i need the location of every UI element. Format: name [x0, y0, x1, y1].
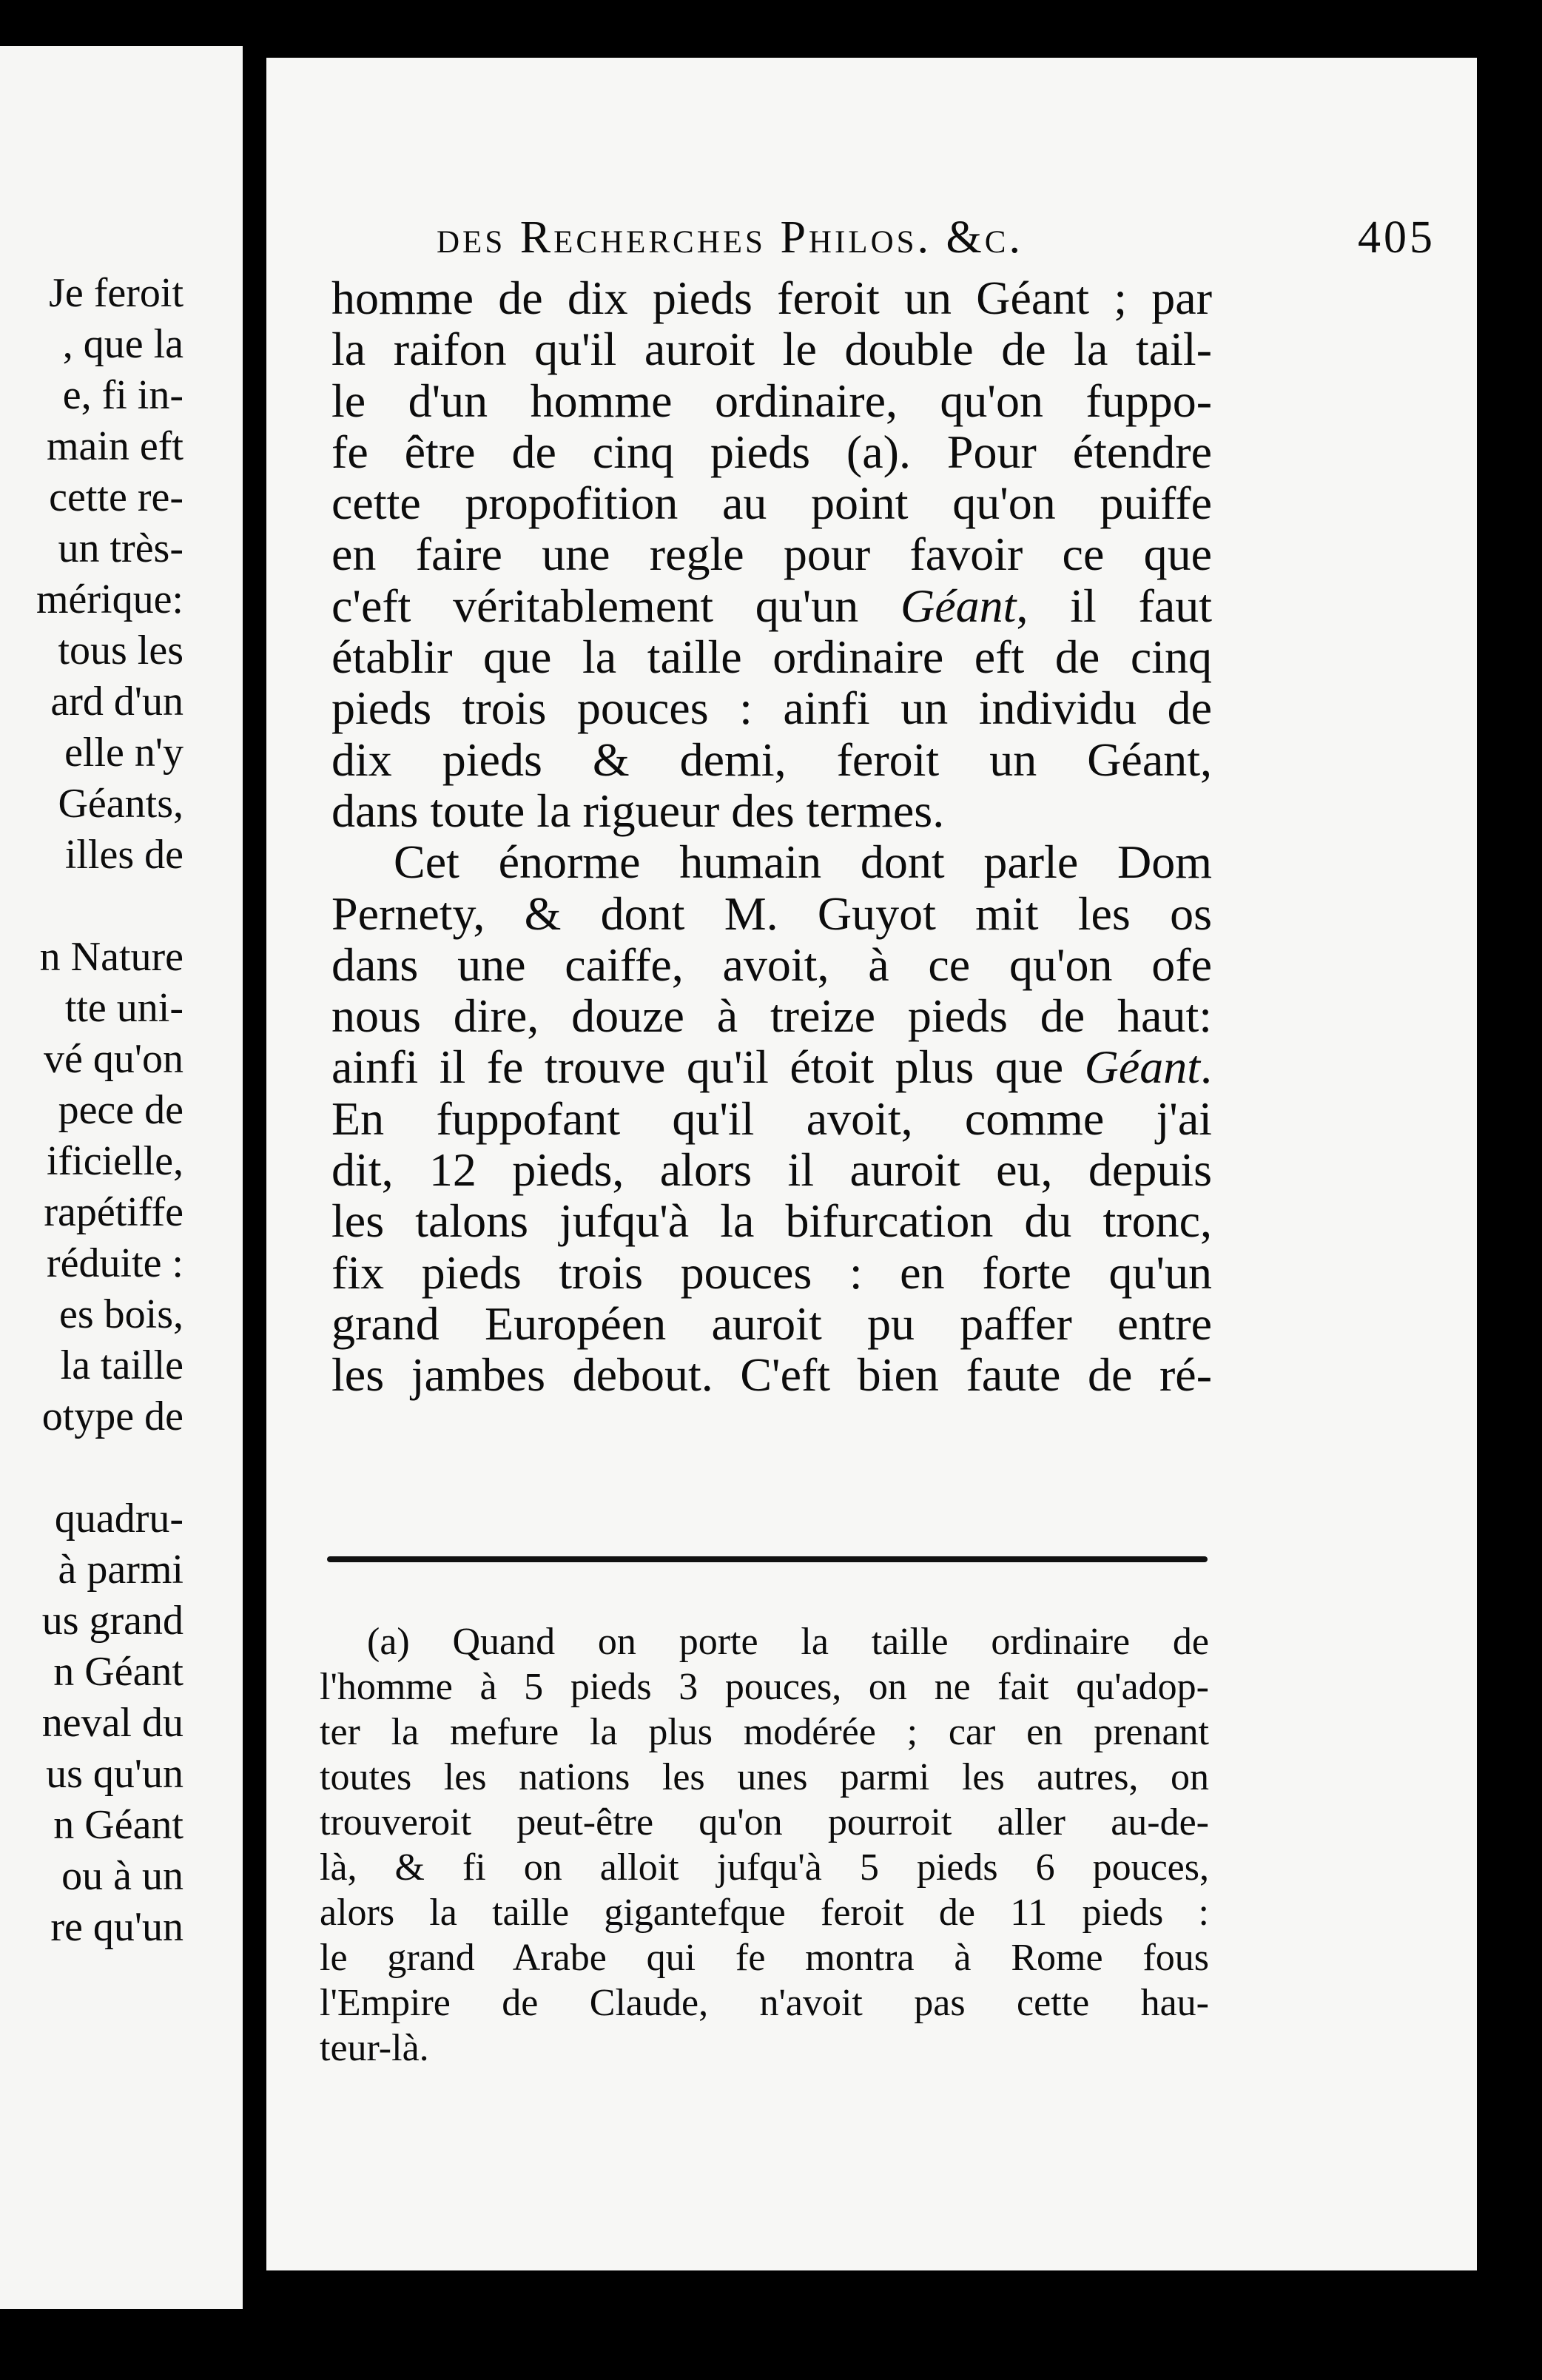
body-line: ainfi il fe trouve qu'il étoit plus que Géant. [331, 1041, 1212, 1094]
left-page [0, 46, 243, 2309]
left-page-line: Géants, [58, 781, 184, 827]
left-page-line: es bois, [59, 1291, 184, 1337]
body-line: dix pieds & demi, feroit un Géant, [331, 733, 1212, 786]
left-page-line: vé qu'on [44, 1036, 184, 1082]
footnote-line: l'Empire de Claude, n'avoit pas cette hau- [320, 1982, 1209, 2024]
running-title: des Recherches Philos. &c. [437, 212, 1023, 263]
left-page-line: neval du [41, 1700, 184, 1746]
body-line: les jambes debout. C'eft bien faute de ré- [331, 1348, 1212, 1402]
footnote-line: alors la taille gigantefque feroit de 11 pieds : [320, 1892, 1209, 1934]
footnote-line: trouveroit peut-être qu'on pourroit aller au-de- [320, 1801, 1209, 1843]
left-page-line: quadru- [54, 1496, 184, 1542]
left-page-line: n Géant [53, 1802, 184, 1848]
footnote [320, 1619, 1209, 2071]
running-header [437, 212, 1477, 264]
left-page-line: n Géant [53, 1649, 184, 1695]
footnote-line: teur-là. [320, 2027, 429, 2069]
scan-border [1477, 0, 1542, 2380]
left-page-line: réduite : [46, 1240, 184, 1286]
left-page-line: re qu'un [50, 1904, 184, 1950]
body-line: dans toute la rigueur des termes. [331, 784, 945, 837]
body-line: les talons jufqu'à la bifurcation du tronc, [331, 1194, 1212, 1248]
left-page-line: main eft [46, 423, 184, 469]
left-page-line: e, fi in- [62, 372, 184, 418]
body-line: le d'un homme ordinaire, qu'on fuppo- [331, 374, 1212, 427]
left-page-line: Je feroit [49, 270, 184, 316]
left-page-line: us qu'un [46, 1751, 184, 1797]
right-page [266, 58, 1477, 2270]
body-text [331, 272, 1212, 1401]
body-line: grand Européen auroit pu paffer entre [331, 1297, 1212, 1350]
body-line: établir que la taille ordinaire eft de cinq [331, 631, 1212, 684]
footnote-line: (a) Quand on porte la taille ordinaire de [367, 1621, 1209, 1663]
footnote-rule [327, 1556, 1208, 1562]
page-number: 405 [1358, 212, 1435, 263]
left-page-line: la taille [60, 1342, 184, 1388]
body-line: homme de dix pieds feroit un Géant ; par [331, 272, 1212, 324]
body-line: nous dire, douze à treize pieds de haut: [331, 989, 1212, 1043]
left-page-line: n Nature [39, 934, 184, 980]
left-page-line: mérique: [36, 576, 184, 622]
left-page-line [36, 881, 184, 932]
body-line: Pernety, & dont M. Guyot mit les os [331, 887, 1212, 940]
body-line: en faire une regle pour favoir ce que [331, 528, 1212, 581]
left-page-line: otype de [41, 1394, 184, 1439]
left-page-line: , que la [62, 321, 184, 367]
body-line: dans une caiffe, avoit, à ce qu'on ofe [331, 938, 1212, 991]
body-line: cette propofition au point qu'on puiffe [331, 477, 1212, 530]
left-page-line: ard d'un [50, 679, 184, 725]
left-page-line: illes de [64, 832, 184, 878]
body-line: c'eft véritablement qu'un Géant, il faut [331, 579, 1213, 632]
left-page-text [36, 268, 184, 1953]
left-page-line: à parmi [58, 1547, 184, 1593]
left-page-line: us grand [41, 1598, 184, 1644]
left-page-line [36, 1442, 184, 1493]
left-page-line: ou à un [61, 1853, 184, 1899]
body-line: fix pieds trois pouces : en forte qu'un [331, 1246, 1212, 1299]
footnote-line: ter la mefure la plus modérée ; car en prenant [320, 1711, 1209, 1753]
left-page-line: rapétiffe [44, 1189, 184, 1235]
footnote-line: là, & fi on alloit jufqu'à 5 pieds 6 pouces, [320, 1846, 1209, 1889]
left-page-line: cette re- [49, 474, 184, 520]
body-line: En fuppofant qu'il avoit, comme j'ai [331, 1092, 1212, 1145]
left-page-line: un très- [58, 525, 184, 571]
body-line: dit, 12 pieds, alors il auroit eu, depuis [331, 1143, 1212, 1197]
left-page-line: ificielle, [46, 1138, 184, 1184]
body-line: fe être de cinq pieds (a). Pour étendre [331, 425, 1212, 478]
left-page-line: elle n'y [64, 730, 184, 776]
footnote-line: le grand Arabe qui fe montra à Rome fous [320, 1937, 1209, 1979]
left-page-line: pece de [58, 1087, 184, 1133]
body-line: pieds trois pouces : ainfi un individu de [331, 682, 1212, 735]
body-line: la raifon qu'il auroit le double de la tail- [331, 323, 1212, 376]
left-page-line: tte uni- [64, 985, 184, 1031]
left-page-line: tous les [58, 628, 184, 673]
footnote-line: l'homme à 5 pieds 3 pouces, on ne fait qu'adop- [320, 1666, 1209, 1708]
body-line: Cet énorme humain dont parle Dom [394, 836, 1212, 889]
footnote-line: toutes les nations les unes parmi les autres, on [320, 1756, 1209, 1798]
